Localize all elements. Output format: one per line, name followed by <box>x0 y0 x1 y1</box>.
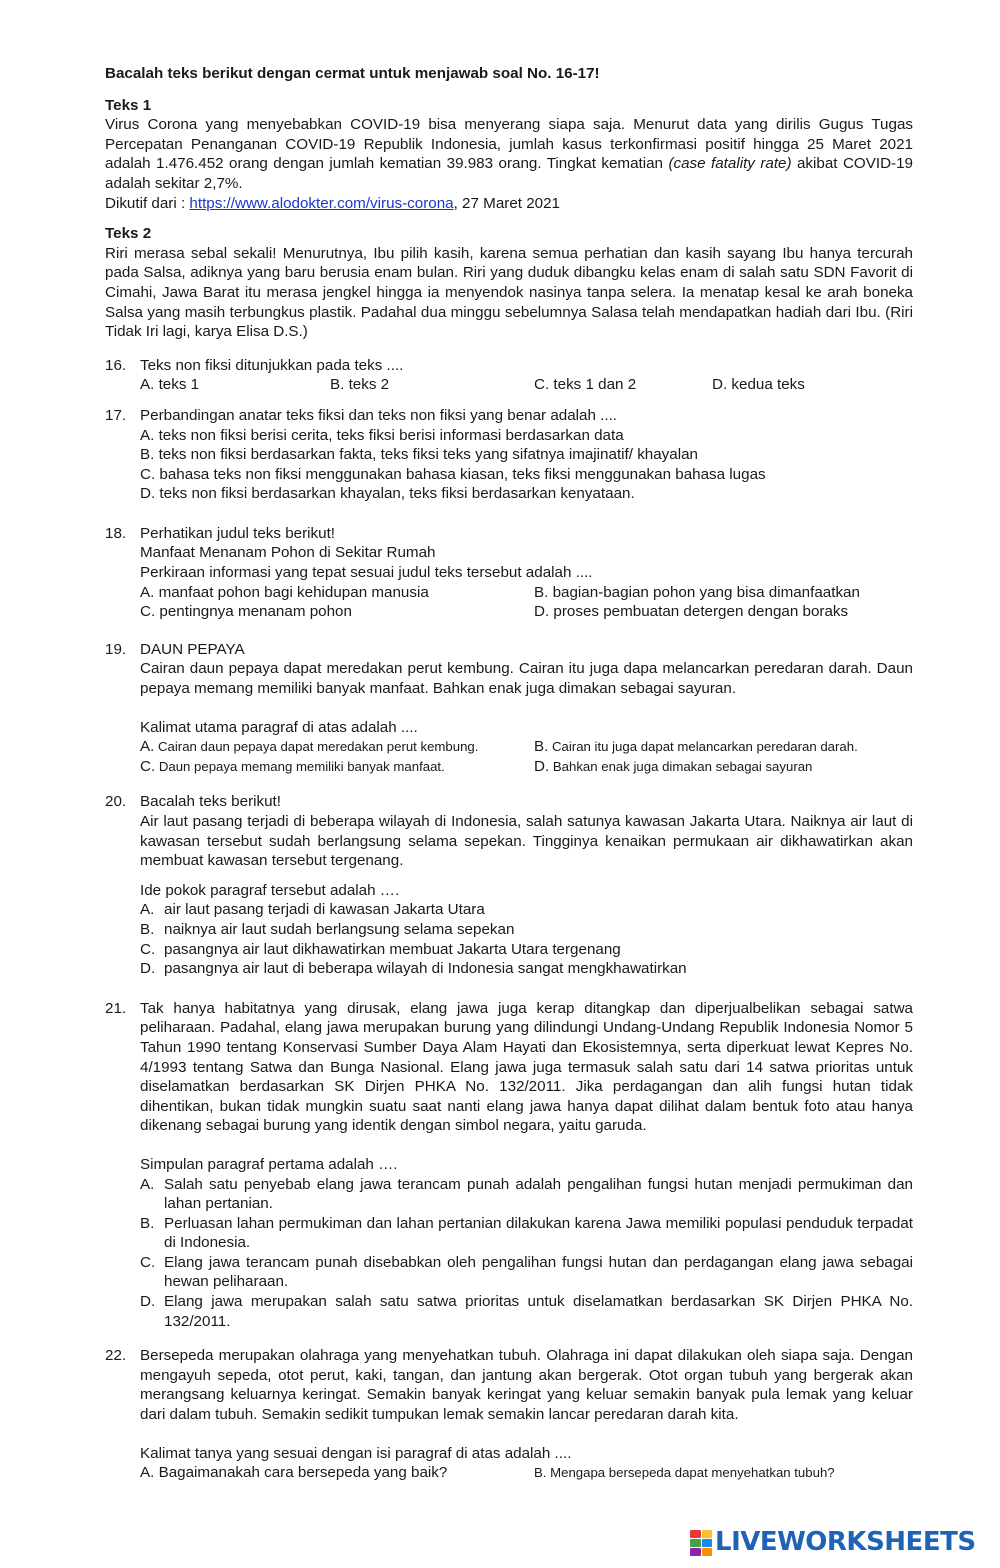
option-text: pasangnya air laut dikhawatirkan membuat Jakarta Utara tergenang <box>164 940 621 958</box>
logo-square <box>690 1539 701 1547</box>
option-b[interactable]: B. teks 2 <box>330 376 390 394</box>
passage-body: Bersepeda merupakan olahraga yang menyehatkan tubuh. Olahraga ini dapat dilakukan oleh siapa saja. Dengan mengayuh sepeda, otot perut, kaki, tangan, dan jantung akan bergerak. Otot organ tubuh yang bergerak akan merangsang keluarnya keringat. Semakin banyak keringat yang keluar semakin banyak pula lemak yang keluar dari dalam tubuh. Semakin sedikit tumpukan lemak semakin lancar peredaran darah kita. <box>140 1347 913 1424</box>
passage-title: DAUN PEPAYA <box>140 640 245 658</box>
teks1-body-part2: akibat COVID-19 adalah sekitar 2,7%. <box>105 155 913 192</box>
options-row-2 <box>140 602 913 622</box>
question-text: Perhatikan judul teks berikut! <box>140 524 336 542</box>
logo-square <box>702 1530 713 1538</box>
option-text: Elang jawa merupakan salah satu satwa prioritas untuk diselamatkan berdasarkan SK Dirjen PHKA No. 132/2011. <box>164 1293 913 1330</box>
option-c[interactable]: C. pentingnya menanam pohon <box>140 603 352 621</box>
option-letter: D. <box>140 1293 156 1311</box>
option-b[interactable]: B. bagian-bagian pohon yang bisa dimanfaatkan <box>534 583 860 601</box>
option-b[interactable]: B. teks non fiksi berdasarkan fakta, teks fiksi teks yang sifatnya imajinatif/ khayalan <box>140 446 698 464</box>
option-text: naiknya air laut sudah berlangsung selama sepekan <box>164 920 515 938</box>
teks1-section <box>105 96 913 214</box>
option-text: Cairan daun pepaya dapat meredakan perut kembung. <box>154 739 479 755</box>
option-text: Perluasan lahan permukiman dan lahan pertanian dilakukan karena Jawa memiliki populasi penduduk terpadat di Indonesia. <box>164 1214 913 1252</box>
teks1-body-italic: (case fatality rate) <box>668 155 792 173</box>
question-number: 16. <box>105 356 127 374</box>
teks2-section <box>105 224 913 342</box>
option-c[interactable]: C. bahasa teks non fiksi menggunakan bahasa kiasan, teks fiksi menggunakan bahasa lugas <box>140 465 766 483</box>
teks1-source-date: , 27 Maret 2021 <box>453 194 560 212</box>
option-letter: A. <box>140 1175 155 1193</box>
option-letter: C. <box>140 757 156 775</box>
logo-icon <box>690 1530 712 1556</box>
option-b[interactable] <box>140 920 913 940</box>
option-a[interactable] <box>140 1175 913 1214</box>
option-text: Daun pepaya memang memiliki banyak manfaat. <box>155 758 445 774</box>
liveworksheets-logo <box>690 1526 976 1560</box>
option-a[interactable]: A. manfaat pohon bagi kehidupan manusia <box>140 583 429 601</box>
question-21 <box>105 999 913 1332</box>
option-b[interactable] <box>140 1214 913 1253</box>
question-prompt: Ide pokok paragraf tersebut adalah …. <box>140 881 400 899</box>
teks2-body: Riri merasa sebal sekali! Menurutnya, Ibu pilih kasih, karena semua perhatian dan kasih sayang Ibu hanya tercurah pada Salsa, adiknya yang baru berusia enam bulan. Riri yang duduk dibangku kelas enam di salah satu SDN Favorit di Cimahi, Jawa Barat itu merasa jengkel hingga ia menyendok nasinya tanpa selera. Ia menatap kesal ke arah boneka Salsa yang masih terbungkus plastik. Padahal dua minggu sebelumnya Salasa telah mendapatkan hadiah dari Ibu. (Riri Tidak Iri lagi, karya Elisa D.S.) <box>105 244 913 341</box>
option-a[interactable] <box>140 737 534 757</box>
options-row-1 <box>140 737 913 757</box>
option-d[interactable] <box>140 959 913 979</box>
question-22 <box>105 1346 913 1483</box>
option-d[interactable]: D. proses pembuatan detergen dengan boraks <box>534 603 849 621</box>
question-number: 21. <box>105 999 127 1017</box>
teks1-body <box>105 115 913 193</box>
question-prompt: Kalimat utama paragraf di atas adalah .... <box>140 718 418 736</box>
options-row-2 <box>140 757 913 777</box>
option-letter: B. <box>140 1214 155 1232</box>
option-a[interactable] <box>140 900 913 920</box>
options-row <box>140 1463 913 1483</box>
logo-square <box>690 1548 701 1556</box>
question-number: 17. <box>105 406 127 424</box>
passage-body: Cairan daun pepaya dapat meredakan perut kembung. Cairan itu juga dapa melancarkan peredaran darah. Daun pepaya memang memiliki banyak manfaat. Bahkan enak juga dimakan sebagai sayuran. <box>140 660 913 698</box>
option-c[interactable] <box>140 757 534 777</box>
option-text: air laut pasang terjadi di kawasan Jakarta Utara <box>164 901 485 919</box>
option-letter: B. <box>534 738 549 756</box>
logo-square <box>702 1539 713 1547</box>
option-text: Bahkan enak juga dimakan sebagai sayuran <box>549 758 813 774</box>
option-c[interactable]: C. teks 1 dan 2 <box>534 376 637 394</box>
logo-square <box>702 1548 713 1556</box>
option-c[interactable] <box>140 1253 913 1292</box>
option-letter: A. <box>140 901 155 919</box>
option-a[interactable]: A. teks non fiksi berisi cerita, teks fiksi berisi informasi berdasarkan data <box>140 426 624 444</box>
option-letter: A. <box>140 738 155 756</box>
question-20 <box>105 792 913 978</box>
passage-body: Tak hanya habitatnya yang dirusak, elang jawa juga kerap ditangkap dan diperjualbelikan sebagai satwa peliharaan. Padahal, elang jawa merupakan burung yang dilindungi Undang-Undang Republik Indonesia Nomor 5 Tahun 1990 tentang Konservasi Sumber Daya Alam Hayati dan Ekosistemnya, serta diperkuat lewat Kepres No. 4/1993 tentang Satwa dan Bunga Nasional. Elang jawa juga termasuk salah satu dari 14 satwa prioritas untuk diselamatkan berdasarkan SK Dirjen PHKA No. 132/2011. Jika perdagangan dan alih fungsi hutan tidak dihentikan, bukan tidak mungkin suatu saat nanti elang jawa hanya dapat dilihat dalam bentuk foto atau hanya dikenang sebagai burung yang identik dengan simbol negara, yaitu garuda. <box>140 999 913 1135</box>
question-text: Teks non fiksi ditunjukkan pada teks .... <box>140 356 404 374</box>
options-row <box>140 375 913 395</box>
options-row-1 <box>140 583 913 603</box>
option-a[interactable]: A. Bagaimanakah cara bersepeda yang baik? <box>140 1464 448 1482</box>
logo-text: LIVEWORKSHEETS <box>715 1527 976 1558</box>
teks2-title: Teks 2 <box>105 225 152 243</box>
logo-square <box>690 1530 701 1538</box>
question-number: 18. <box>105 524 127 542</box>
option-letter: B. <box>140 920 155 938</box>
title-line: Manfaat Menanam Pohon di Sekitar Rumah <box>140 544 436 562</box>
option-d[interactable] <box>140 1292 913 1331</box>
instruction-heading: Bacalah teks berikut dengan cermat untuk menjawab soal No. 16-17! <box>105 65 600 82</box>
question-17 <box>105 406 913 504</box>
option-b[interactable] <box>534 737 858 757</box>
teks1-source <box>105 194 913 214</box>
option-letter: C. <box>140 940 156 958</box>
option-a[interactable]: A. teks 1 <box>140 376 200 394</box>
question-18 <box>105 524 913 622</box>
question-16 <box>105 356 913 395</box>
option-text: Elang jawa terancam punah disebabkan oleh pengalihan fungsi hutan dan perdagangan elang jawa sebagai hewan peliharaan. <box>164 1253 913 1291</box>
question-number: 19. <box>105 640 127 658</box>
option-text: Salah satu penyebab elang jawa terancam punah adalah pengalihan fungsi hutan menjadi permukiman dan lahan pertanian. <box>164 1175 913 1213</box>
source-link[interactable]: https://www.alodokter.com/virus-corona <box>189 194 454 212</box>
question-prompt: Kalimat tanya yang sesuai dengan isi paragraf di atas adalah .... <box>140 1444 572 1462</box>
question-text: Perbandingan anatar teks fiksi dan teks non fiksi yang benar adalah .... <box>140 406 618 424</box>
teks1-title: Teks 1 <box>105 96 152 114</box>
question-prompt: Simpulan paragraf pertama adalah …. <box>140 1155 398 1173</box>
option-d[interactable] <box>534 757 812 777</box>
question-19 <box>105 640 913 777</box>
option-text: pasangnya air laut di beberapa wilayah di Indonesia sangat mengkhawatirkan <box>164 960 687 978</box>
option-letter: C. <box>140 1253 156 1271</box>
option-d[interactable]: D. kedua teks <box>712 376 805 394</box>
passage-body: Air laut pasang terjadi di beberapa wilayah di Indonesia, salah satunya kawasan Jakarta Utara. Naiknya air laut di kawasan tersebut sudah berlangsung selama sepekan. Tingginya kenaikan permukaan air dikhawatirkan akan membuat kawasan tersebut tergenang. <box>140 813 913 870</box>
teks1-source-prefix: Dikutif dari : <box>105 194 190 212</box>
option-c[interactable] <box>140 940 913 960</box>
option-letter: D. <box>140 960 156 978</box>
question-text: Bacalah teks berikut! <box>140 793 281 811</box>
worksheet-page <box>105 64 913 1483</box>
option-b[interactable]: B. Mengapa bersepeda dapat menyehatkan tubuh? <box>534 1465 835 1481</box>
option-letter: D. <box>534 757 550 775</box>
option-text: Cairan itu juga dapat melancarkan peredaran darah. <box>548 739 858 755</box>
question-number: 22. <box>105 1347 127 1365</box>
question-number: 20. <box>105 793 127 811</box>
option-d[interactable]: D. teks non fiksi berdasarkan khayalan, teks fiksi berdasarkan kenyataan. <box>140 485 635 503</box>
question-prompt: Perkiraan informasi yang tepat sesuai judul teks tersebut adalah .... <box>140 564 593 582</box>
teks1-body-part1: Virus Corona yang menyebabkan COVID-19 bisa menyerang siapa saja. Menurut data yang dirilis Gugus Tugas Percepatan Penanganan COVID-19 Republik Indonesia, jumlah kasus terkonfirmasi positif hingga 25 Maret 2021 adalah 1.476.452 orang dengan jumlah kematian 39.983 orang. Tingkat kematian <box>105 116 913 173</box>
